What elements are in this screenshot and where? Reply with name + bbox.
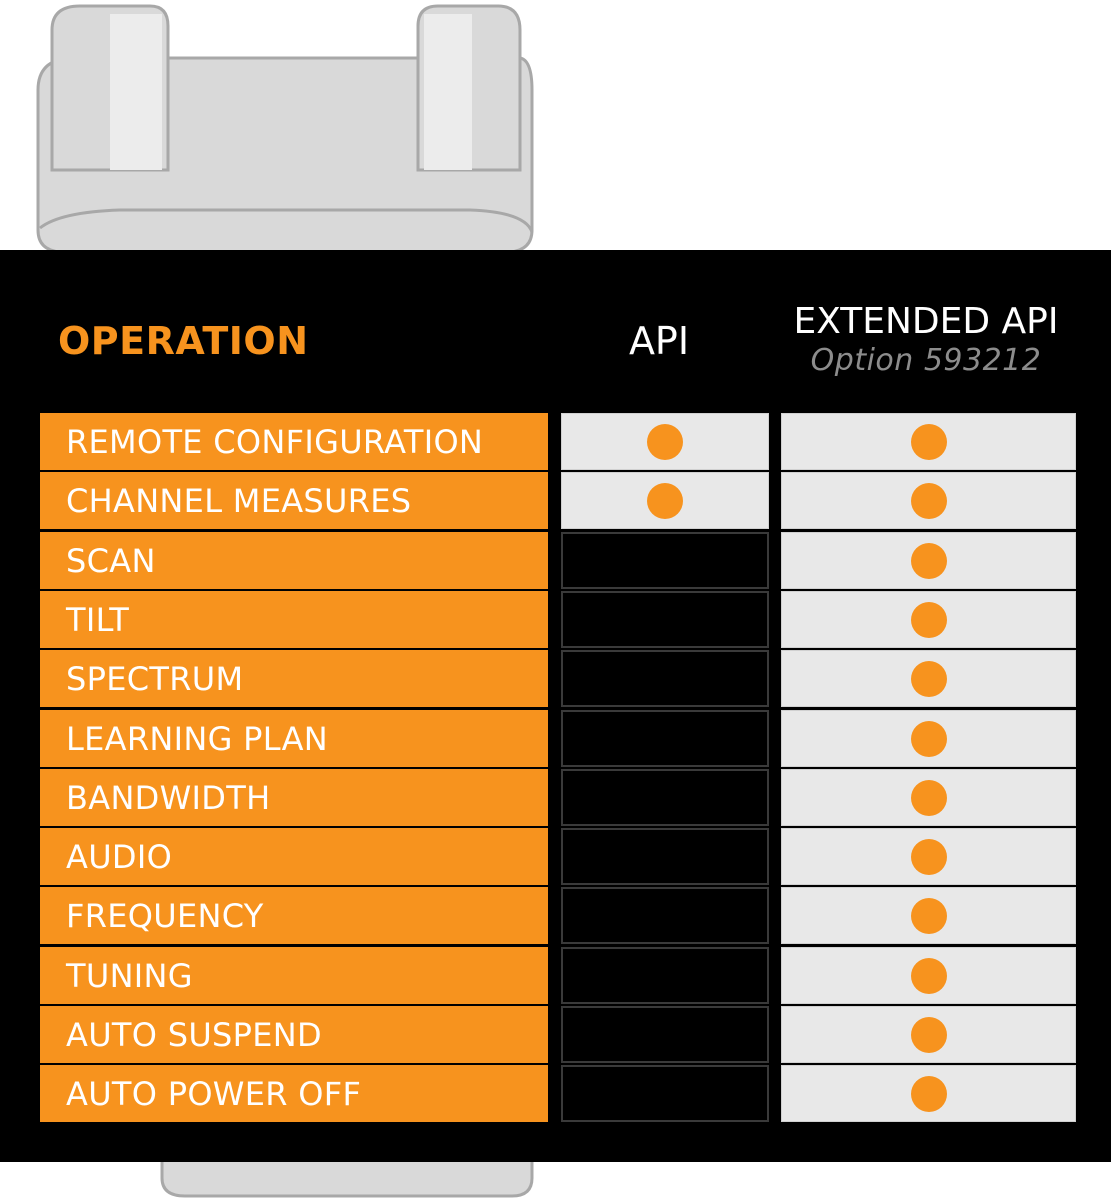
supported-dot-icon <box>911 1017 947 1053</box>
operation-cell <box>40 828 548 885</box>
supported-dot-icon <box>911 602 947 638</box>
operation-cell <box>40 532 548 589</box>
operation-cell <box>40 413 548 470</box>
extended-api-option-label: Option 593212 <box>810 343 1042 378</box>
operation-label: SCAN <box>66 541 156 580</box>
supported-dot-icon <box>911 424 947 460</box>
supported-dot-icon <box>911 1076 947 1112</box>
table-row <box>0 413 1111 470</box>
extended-api-cell <box>781 591 1076 648</box>
api-unsupported-cell <box>561 887 769 944</box>
operation-label: AUDIO <box>66 837 173 876</box>
extended-api-header: EXTENDED API <box>793 301 1059 342</box>
api-supported-cell <box>561 472 769 529</box>
operation-cell <box>40 769 548 826</box>
extended-api-cell <box>781 828 1076 885</box>
api-supported-cell <box>561 413 769 470</box>
table-row <box>0 887 1111 944</box>
api-unsupported-cell <box>561 710 769 767</box>
table-row <box>0 769 1111 826</box>
operation-cell <box>40 472 548 529</box>
api-unsupported-cell <box>561 650 769 707</box>
operation-label: BANDWIDTH <box>66 778 271 817</box>
supported-dot-icon <box>911 898 947 934</box>
api-unsupported-cell <box>561 1006 769 1063</box>
extended-api-cell <box>781 532 1076 589</box>
api-unsupported-cell <box>561 591 769 648</box>
api-unsupported-cell <box>561 1065 769 1122</box>
api-unsupported-cell <box>561 947 769 1004</box>
operation-cell <box>40 1006 548 1063</box>
operation-label: TILT <box>66 600 130 639</box>
operation-label: CHANNEL MEASURES <box>66 481 412 520</box>
operation-cell <box>40 591 548 648</box>
supported-dot-icon <box>911 780 947 816</box>
operation-label: REMOTE CONFIGURATION <box>66 422 484 461</box>
supported-dot-icon <box>911 543 947 579</box>
extended-api-cell <box>781 710 1076 767</box>
extended-api-cell <box>781 1065 1076 1122</box>
table-row <box>0 1006 1111 1063</box>
supported-dot-icon <box>647 483 683 519</box>
table-row <box>0 947 1111 1004</box>
table-row <box>0 710 1111 767</box>
operation-label: LEARNING PLAN <box>66 719 329 758</box>
operation-label: TUNING <box>66 956 193 995</box>
operation-label: SPECTRUM <box>66 659 244 698</box>
operation-cell <box>40 650 548 707</box>
table-row <box>0 650 1111 707</box>
supported-dot-icon <box>647 424 683 460</box>
extended-api-cell <box>781 472 1076 529</box>
table-row <box>0 472 1111 529</box>
extended-api-cell <box>781 1006 1076 1063</box>
api-unsupported-cell <box>561 532 769 589</box>
operation-label: AUTO SUSPEND <box>66 1015 322 1054</box>
extended-api-cell <box>781 650 1076 707</box>
extended-api-cell <box>781 887 1076 944</box>
supported-dot-icon <box>911 958 947 994</box>
extended-api-cell <box>781 947 1076 1004</box>
supported-dot-icon <box>911 721 947 757</box>
operation-cell <box>40 1065 548 1122</box>
table-row <box>0 1065 1111 1122</box>
operation-cell <box>40 947 548 1004</box>
api-unsupported-cell <box>561 769 769 826</box>
operation-header: OPERATION <box>58 319 309 363</box>
table-row <box>0 591 1111 648</box>
table-row <box>0 532 1111 589</box>
api-unsupported-cell <box>561 828 769 885</box>
supported-dot-icon <box>911 483 947 519</box>
extended-api-cell <box>781 413 1076 470</box>
table-row <box>0 828 1111 885</box>
operation-label: FREQUENCY <box>66 896 264 935</box>
operation-label: AUTO POWER OFF <box>66 1074 362 1113</box>
operation-cell <box>40 887 548 944</box>
extended-api-cell <box>781 769 1076 826</box>
operation-cell <box>40 710 548 767</box>
supported-dot-icon <box>911 661 947 697</box>
supported-dot-icon <box>911 839 947 875</box>
api-header: API <box>628 319 690 363</box>
